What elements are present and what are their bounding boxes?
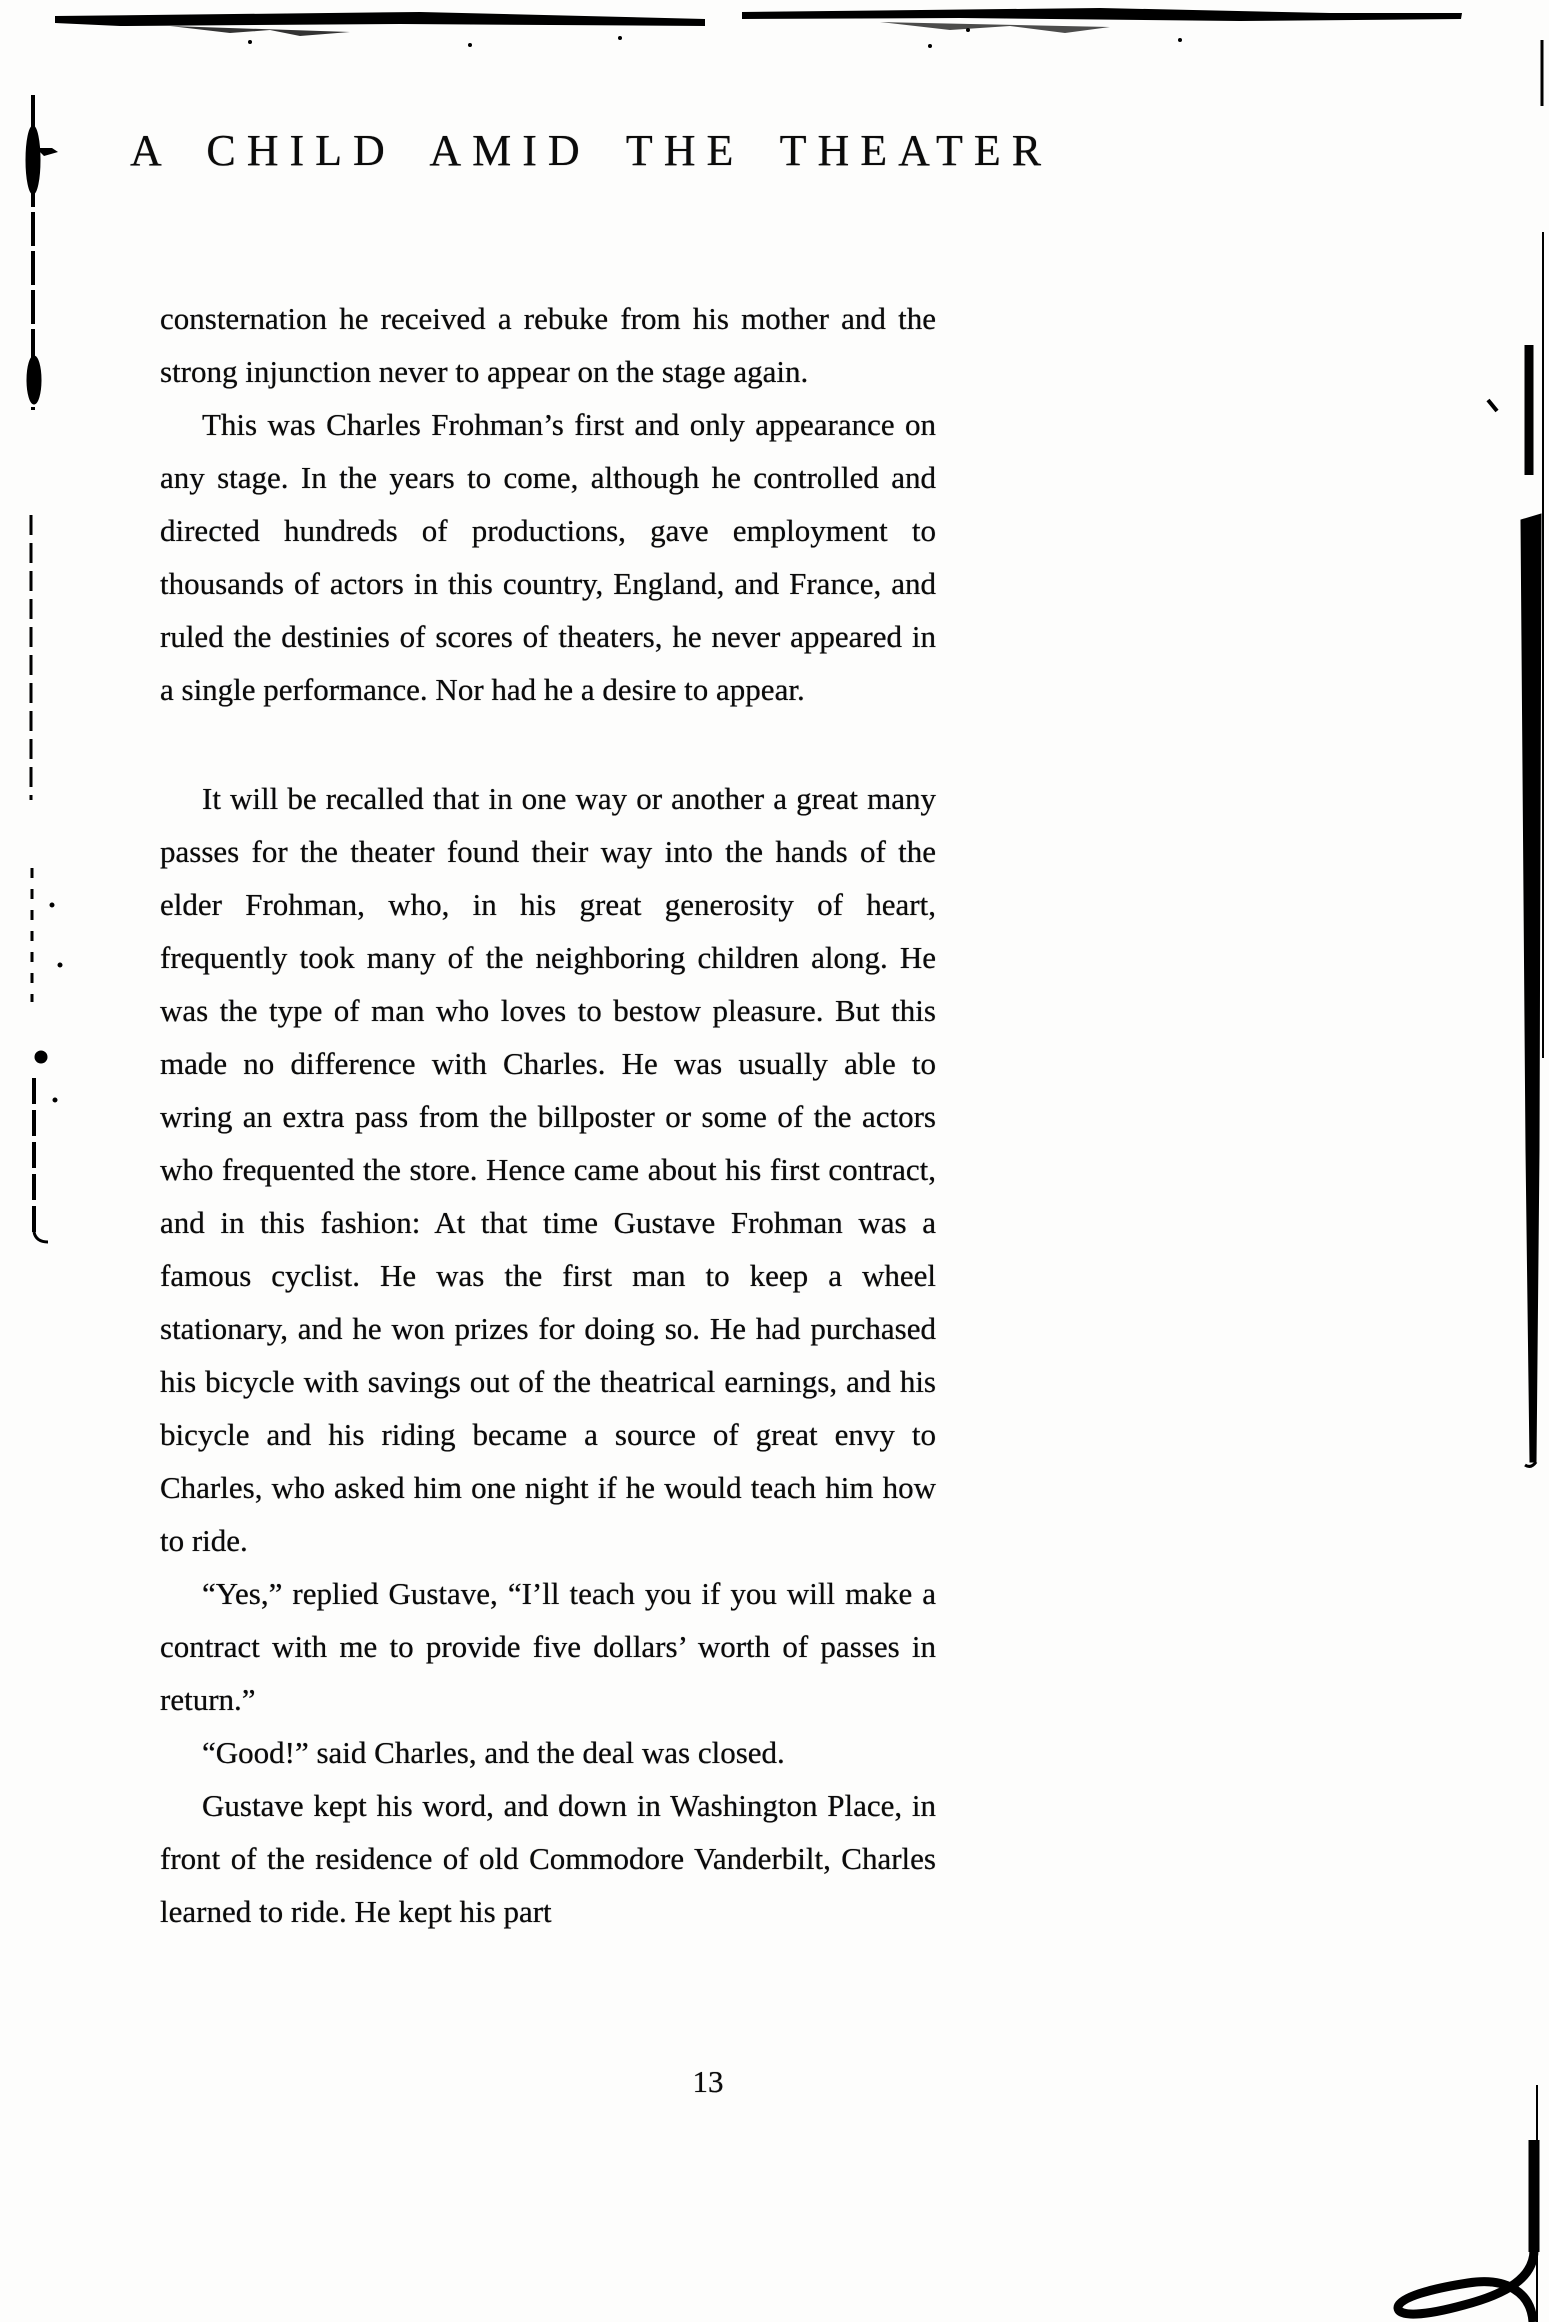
page-title: A CHILD AMID THE THEATER — [130, 126, 1053, 175]
page-number: 13 — [692, 2064, 724, 2099]
left-margin-ink-streak — [26, 95, 62, 1242]
scan-artifact-top-bar — [55, 8, 1462, 48]
body-paragraph: consternation he received a rebuke from his mother and the strong injunction never to appear on the stage again. — [160, 301, 936, 389]
right-margin-ink-streak — [1488, 40, 1543, 1466]
text-block — [160, 292, 936, 1938]
body-paragraph: It will be recalled that in one way or another a great many passes for the theater found their way into the hands of the elder Frohman, who, in his great generosity of heart, frequently took many of the neighboring children along. He was the type of man who loves to bestow pleasure. But this made no difference with Charles. He was usually able to wring an extra pass from the billposter or some of the actors who frequented the store. Hence came about his first contract, and in this fashion: At that time Gustave Frohman was a famous cyclist. He was the first man to keep a wheel stationary, and he won prizes for doing so. He had purchased his bicycle with savings out of the theatrical earnings, and his bicycle and his riding became a source of great envy to Charles, who asked him one night if he would teach him how to ride. — [160, 781, 936, 1558]
body-paragraph: Gustave kept his word, and down in Washington Place, in front of the residence of old Commodore Vanderbilt, Charles learned to ride. He kept his part — [160, 1788, 936, 1929]
body-paragraph: This was Charles Frohman’s first and only appearance on any stage. In the years to come, although he controlled and directed hundreds of productions, gave employment to thousands of actors in this country, England, and France, and ruled the destinies of scores of theaters, he never appeared in a single performance. Nor had he a desire to appear. — [160, 407, 936, 707]
body-paragraph: “Good!” said Charles, and the deal was closed. — [202, 1735, 785, 1770]
corner-flourish-mark — [1398, 2085, 1537, 2322]
body-paragraph: “Yes,” replied Gustave, “I’ll teach you if you will make a contract with me to provide five dollars’ worth of passes in return.” — [160, 1576, 936, 1717]
